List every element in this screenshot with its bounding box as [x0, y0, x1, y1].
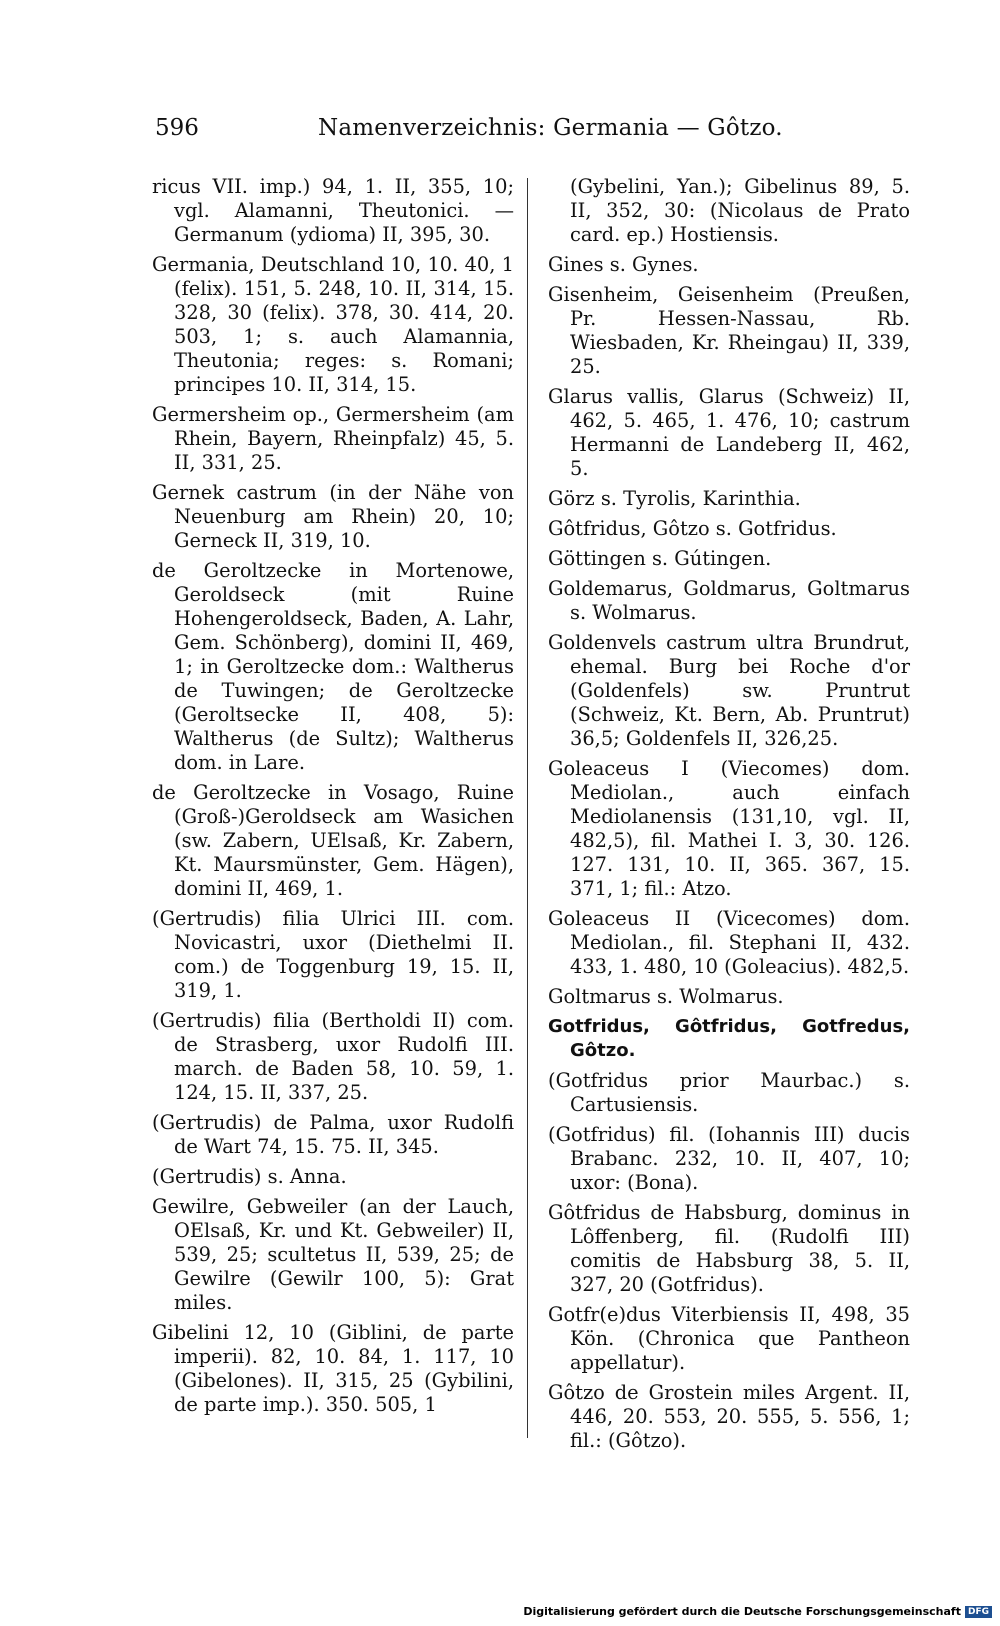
index-entry: (Gybelini, Yan.); Gibelinus 89, 5. II, 352, 30: (Nicolaus de Prato card. ep.) Hostiensis.	[570, 175, 910, 246]
index-entry: Goltmarus s. Wolmarus.	[548, 985, 784, 1008]
index-entry: Germersheim op., Germersheim (am Rhein, Bayern, Rheinpfalz) 45, 5. II, 331, 25.	[152, 403, 514, 474]
index-entry: Göttingen s. Gútingen.	[548, 547, 772, 570]
index-entry: Gernek castrum (in der Nähe von Neuenburg am Rhein) 20, 10; Gerneck II, 319, 10.	[152, 481, 514, 552]
index-entry: Gôtfridus de Habsburg, dominus in Lôffenberg, fil. (Rudolfi III) comitis de Habsburg 38, 5. II, 327, 20 (Gotfridus).	[548, 1201, 910, 1296]
column-divider	[527, 178, 528, 1438]
index-entry: ricus VII. imp.) 94, 1. II, 355, 10; vgl. Alamanni, Theutonici. — Germanum (ydioma) II, 395, 30.	[152, 175, 514, 246]
index-entry: de Geroltzecke in Vosago, Ruine (Groß-)Geroldseck am Wasichen (sw. Zabern, UElsaß, Kr. Zabern, Kt. Maursmünster, Gem. Hägen), domini II, 469, 1.	[152, 781, 514, 900]
index-heading: Gotfridus, Gôtfridus, Gotfredus, Gôtzo.	[548, 1016, 910, 1061]
left-column	[152, 175, 514, 1423]
index-entry: Goleaceus II (Vicecomes) dom. Mediolan., fil. Stephani II, 432. 433, 1. 480, 10 (Goleacius). 482,5.	[548, 907, 910, 978]
index-entry: Gotfr(e)dus Viterbiensis II, 498, 35 Kön. (Chronica que Pantheon appellatur).	[548, 1303, 910, 1374]
index-entry: Goleaceus I (Viecomes) dom. Mediolan., auch einfach Mediolanensis (131,10, vgl. II, 482,5), fil. Mathei I. 3, 30. 126. 127. 131, 10. II, 365. 367, 15. 371, 1; fil.: Atzo.	[548, 757, 910, 900]
index-entry: Glarus vallis, Glarus (Schweiz) II, 462, 5. 465, 1. 476, 10; castrum Hermanni de Landeberg II, 462, 5.	[548, 385, 910, 480]
index-entry: (Gertrudis) filia Ulrici III. com. Novicastri, uxor (Diethelmi II. com.) de Toggenburg 19, 15. II, 319, 1.	[152, 907, 514, 1002]
index-entry: Gewilre, Gebweiler (an der Lauch, OElsaß, Kr. und Kt. Gebweiler) II, 539, 25; scultetus II, 539, 25; de Gewilre (Gewilr 100, 5): Grat miles.	[152, 1195, 514, 1314]
index-entry: Goldenvels castrum ultra Brundrut, ehemal. Burg bei Roche d'or (Goldenfels) sw. Pruntrut (Schweiz, Kt. Bern, Ab. Pruntrut) 36,5; Goldenfels II, 326,25.	[548, 631, 910, 750]
index-entry: Gôtfridus, Gôtzo s. Gotfridus.	[548, 517, 837, 540]
index-entry: Gibelini 12, 10 (Giblini, de parte imperii). 82, 10. 84, 1. 117, 10 (Gibelones). II, 315, 25 (Gybilini, de parte imp.). 350. 505, 1	[152, 1321, 514, 1416]
footer-credit	[523, 1605, 992, 1618]
index-entry: Gisenheim, Geisenheim (Preußen, Pr. Hessen-Nassau, Rb. Wiesbaden, Kr. Rheingau) II, 339, 25.	[548, 283, 910, 378]
dfg-logo-icon: DFG	[965, 1606, 992, 1618]
right-column	[548, 175, 910, 1459]
index-entry: (Gotfridus prior Maurbac.) s. Cartusiensis.	[548, 1069, 910, 1116]
index-entry: (Gertrudis) de Palma, uxor Rudolfi de Wart 74, 15. 75. II, 345.	[152, 1111, 514, 1158]
index-entry: (Gertrudis) filia (Bertholdi II) com. de Strasberg, uxor Rudolfi III. march. de Baden 58, 10. 59, 1. 124, 15. II, 337, 25.	[152, 1009, 514, 1104]
index-entry: Görz s. Tyrolis, Karinthia.	[548, 487, 801, 510]
index-entry: de Geroltzecke in Mortenowe, Geroldseck (mit Ruine Hohengeroldseck, Baden, A. Lahr, Gem. Schönberg), domini II, 469, 1; in Geroltzecke dom.: Waltherus de Tuwingen; de Geroltzecke (Geroltsecke II, 408, 5): Waltherus (de Sultz); Waltherus dom. in Lare.	[152, 559, 514, 774]
index-entry: (Gotfridus) fil. (Iohannis III) ducis Brabanc. 232, 10. II, 407, 10; uxor: (Bona).	[548, 1123, 910, 1194]
index-entry: Gines s. Gynes.	[548, 253, 699, 276]
index-entry: Germania, Deutschland 10, 10. 40, 1 (felix). 151, 5. 248, 10. II, 314, 15. 328, 30 (felix). 378, 30. 414, 20. 503, 1; s. auch Alamannia, Theutonia; reges: s. Romani; principes 10. II, 314, 15.	[152, 253, 514, 396]
index-entry: (Gertrudis) s. Anna.	[152, 1165, 347, 1188]
footer-text: Digitalisierung gefördert durch die Deutsche Forschungsgemeinschaft	[523, 1605, 961, 1618]
index-entry: Goldemarus, Goldmarus, Goltmarus s. Wolmarus.	[548, 577, 910, 624]
index-entry: Gôtzo de Grostein miles Argent. II, 446, 20. 553, 20. 555, 5. 556, 1; fil.: (Gôtzo).	[548, 1381, 910, 1452]
running-head: Namenverzeichnis: Germania — Gôtzo.	[318, 115, 783, 141]
page-number: 596	[155, 115, 199, 141]
